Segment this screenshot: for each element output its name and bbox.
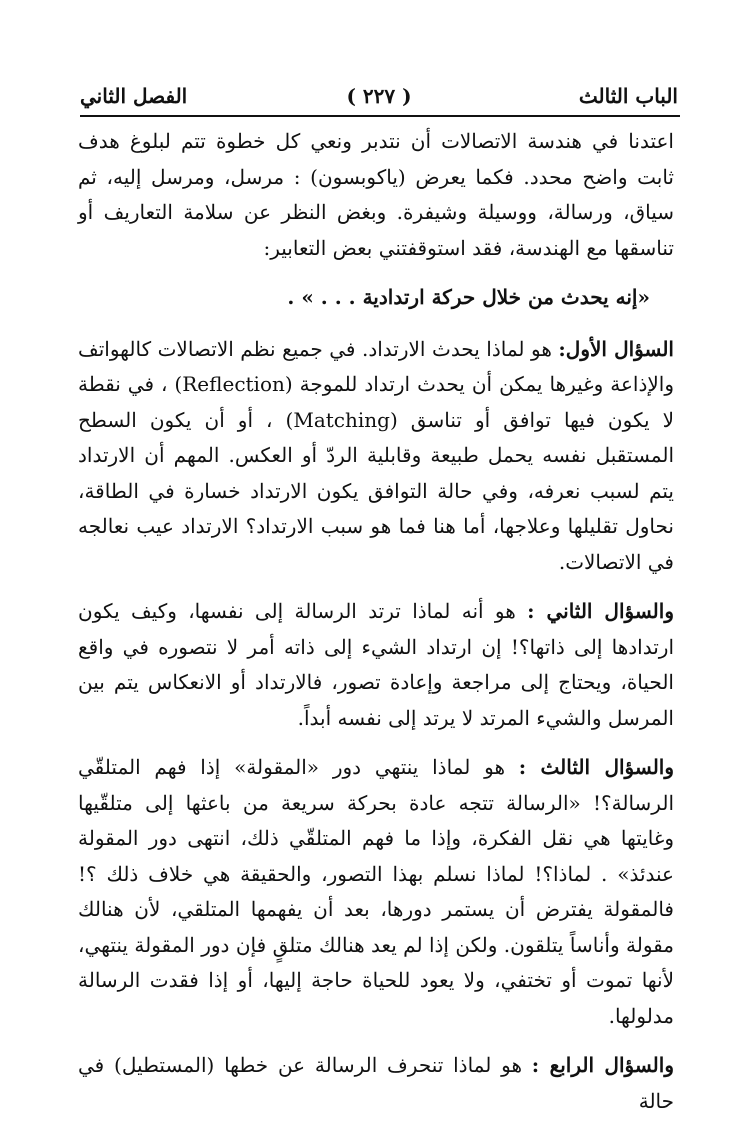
page-header — [80, 80, 678, 114]
paragraph-question-3 — [78, 750, 674, 1034]
question-lead: السؤال الأول: — [558, 336, 674, 361]
paragraph-question-1 — [78, 332, 674, 581]
paragraph-question-4 — [78, 1048, 674, 1119]
paragraph-text: هو لماذا تنحرف الرسالة عن خطها (المستطيل) في حالة — [78, 1053, 674, 1113]
paragraph-intro — [78, 124, 674, 266]
page-number: ( ٢٢٧ ) — [346, 84, 412, 108]
question-lead: والسؤال الرابع : — [531, 1053, 674, 1077]
question-lead: والسؤال الثالث : — [518, 755, 675, 779]
paragraph-text: «إنه يحدث من خلال حركة ارتدادية . . . » . — [287, 285, 650, 309]
header-divider — [80, 115, 680, 117]
section-title: الفصل الثاني — [80, 84, 188, 108]
paragraph-text: هو لماذا ينتهي دور «المقولة» إذا فهم المتلقّي الرسالة؟! «الرسالة تتجه عادة بحركة سريعة من باعثها إلى متلقّيها وغايتها هي نقل الفكرة، وإذا ما فهم المتلقّي ذلك، انتهى دور المقولة عندئذ» . لماذا؟! لماذا نسلم بهذا التصور، والحقيقة هي خلاف ذلك ؟! فالمقولة يفترض أن يستمر دورها، بعد أن يفهمها المتلقي، لأن هنالك مقولة وأناساً يتلقون. ولكن إذا لم يعد هنالك متلقٍ فإن دور المقولة ينتهي، لأنها تموت أو تختفي، ولا يعود للحياة حاجة إليها، أو إذا فقدت الرسالة مدلولها. — [78, 755, 674, 1028]
quoted-phrase — [78, 280, 650, 316]
question-lead: والسؤال الثاني : — [527, 599, 674, 623]
paragraph-text: هو أنه لماذا ترتد الرسالة إلى نفسها، وكيف يكون ارتدادها إلى ذاتها؟! إن ارتداد الشيء إلى ذاته أمر لا نتصوره في واقع الحياة، ويحتاج إلى مراجعة وإعادة تصور، فالارتداد أو الانعكاس يتم بين المرسل والشيء المرتد لا يرتد إلى نفسه أبداً. — [78, 599, 674, 730]
paragraph-text: هو لماذا يحدث الارتداد. في جميع نظم الاتصالات كالهواتف والإذاعة وغيرها يمكن أن يحدث ارتداد للموجة (Reflection) ، في نقطة لا يكون فيها توافق أو تناسق (Matching) ، أو أن يكون السطح المستقبل نفسه يحمل طبيعة وقابلية الردّ أو العكس. المهم أن الارتداد يتم لسبب نعرفه، وفي حالة التوافق يكون الارتداد خسارة في الطاقة، نحاول تقليلها وعلاجها، أما هنا فما هو سبب الارتداد؟ الارتداد عيب نعالجه في الاتصالات. — [78, 336, 674, 574]
paragraph-text: اعتدنا في هندسة الاتصالات أن نتدبر ونعي كل خطوة تتم لبلوغ هدف ثابت واضح محدد. فكما يعرض (ياكوبسون) : مرسل، ومرسل إليه، ثم سياق، ورسالة، ووسيلة وشيفرة. وبغض النظر عن سلامة التعاريف أو تناسقها مع الهندسة، فقد استوقفتني بعض التعابير: — [78, 129, 674, 260]
page-body — [78, 124, 674, 1133]
chapter-title: الباب الثالث — [578, 84, 678, 108]
paragraph-question-2 — [78, 594, 674, 736]
